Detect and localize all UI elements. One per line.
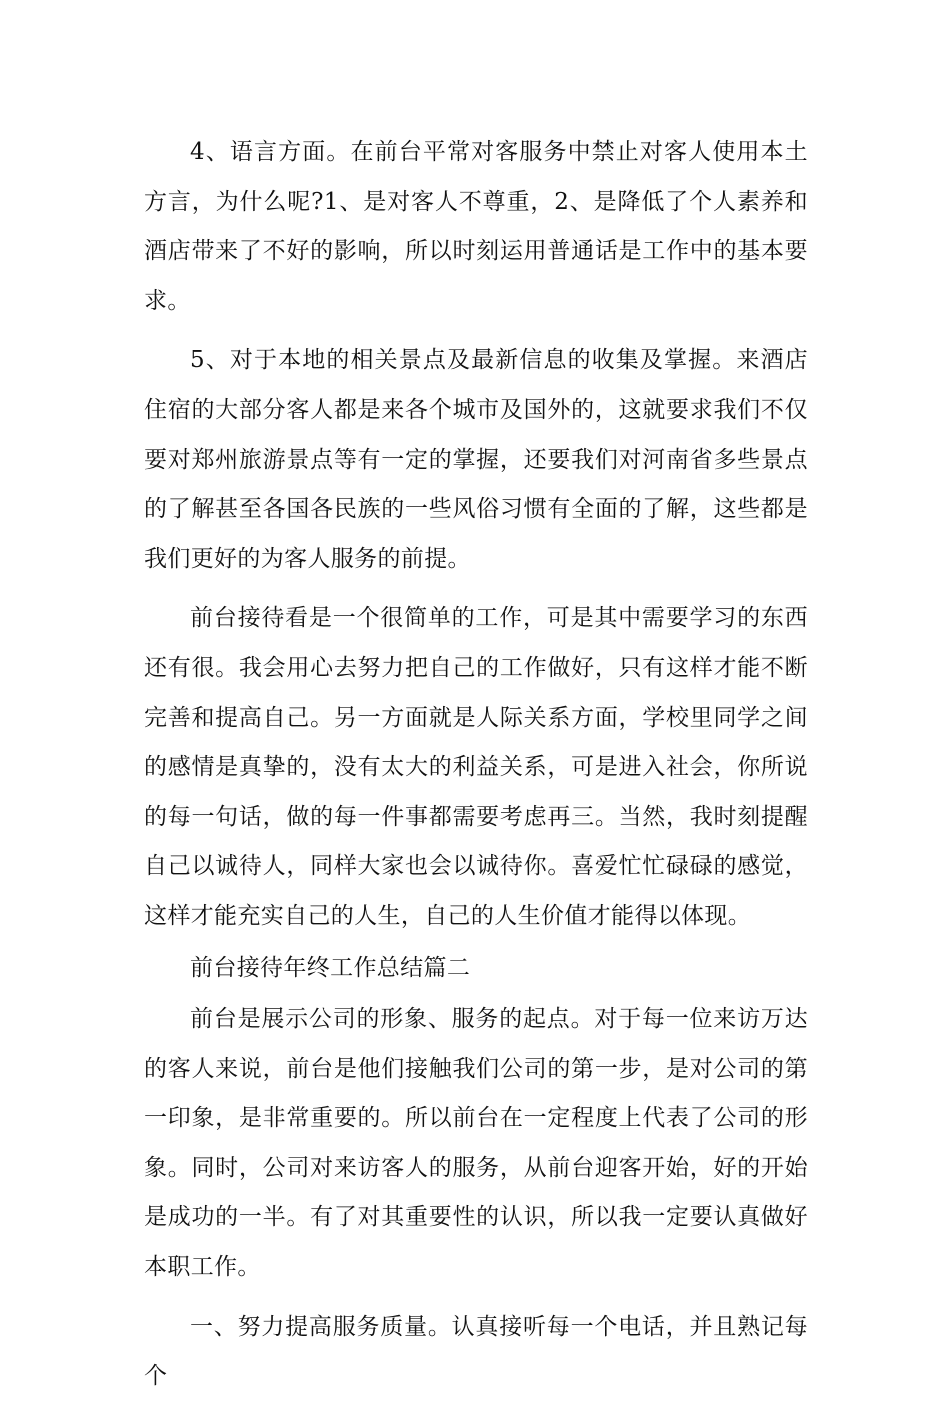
section-heading: 前台接待年终工作总结篇二 <box>190 954 471 981</box>
paragraph-reflection: 前台接待看是一个很简单的工作，可是其中需要学习的东西还有很。我会用心去努力把自己的工作做好，只有这样才能不断完善和提高自己。另一方面就是人际关系方面，学校里同学之间的感情是真挚的，没有太大的利益关系，可是进入社会，你所说的每一句话，做的每一件事都需要考虑再三。当然，我时刻提醒自己以诚待人，同样大家也会以诚待你。喜爱忙忙碌碌的感觉，这样才能充实自己的人生，自己的人生价值才能得以体现。 <box>144 605 808 929</box>
paragraph-service-quality: 一、努力提高服务质量。认真接听每一个电话，并且熟记每个 <box>144 1313 808 1390</box>
paragraph-language: 4、语言方面。在前台平常对客服务中禁止对客人使用本土方言，为什么呢?1、是对客人不尊重，2、是降低了个人素养和酒店带来了不好的影响，所以时刻运用普通话是工作中的基本要求。 <box>144 139 808 314</box>
document-body <box>144 128 808 1402</box>
paragraph-front-desk-image: 前台是展示公司的形象、服务的起点。对于每一位来访万达的客人来说，前台是他们接触我们公司的第一步，是对公司的第一印象，是非常重要的。所以前台在一定程度上代表了公司的形象。同时，公司对来访客人的服务，从前台迎客开始，好的开始是成功的一半。有了对其重要性的认识，所以我一定要认真做好本职工作。 <box>144 1006 808 1281</box>
paragraph-local-attractions: 5、对于本地的相关景点及最新信息的收集及掌握。来酒店住宿的大部分客人都是来各个城市及国外的，这就要求我们不仅要对郑州旅游景点等有一定的掌握，还要我们对河南省多些景点的了解甚至各国各民族的一些风俗习惯有全面的了解，这些都是我们更好的为客人服务的前提。 <box>144 347 808 572</box>
